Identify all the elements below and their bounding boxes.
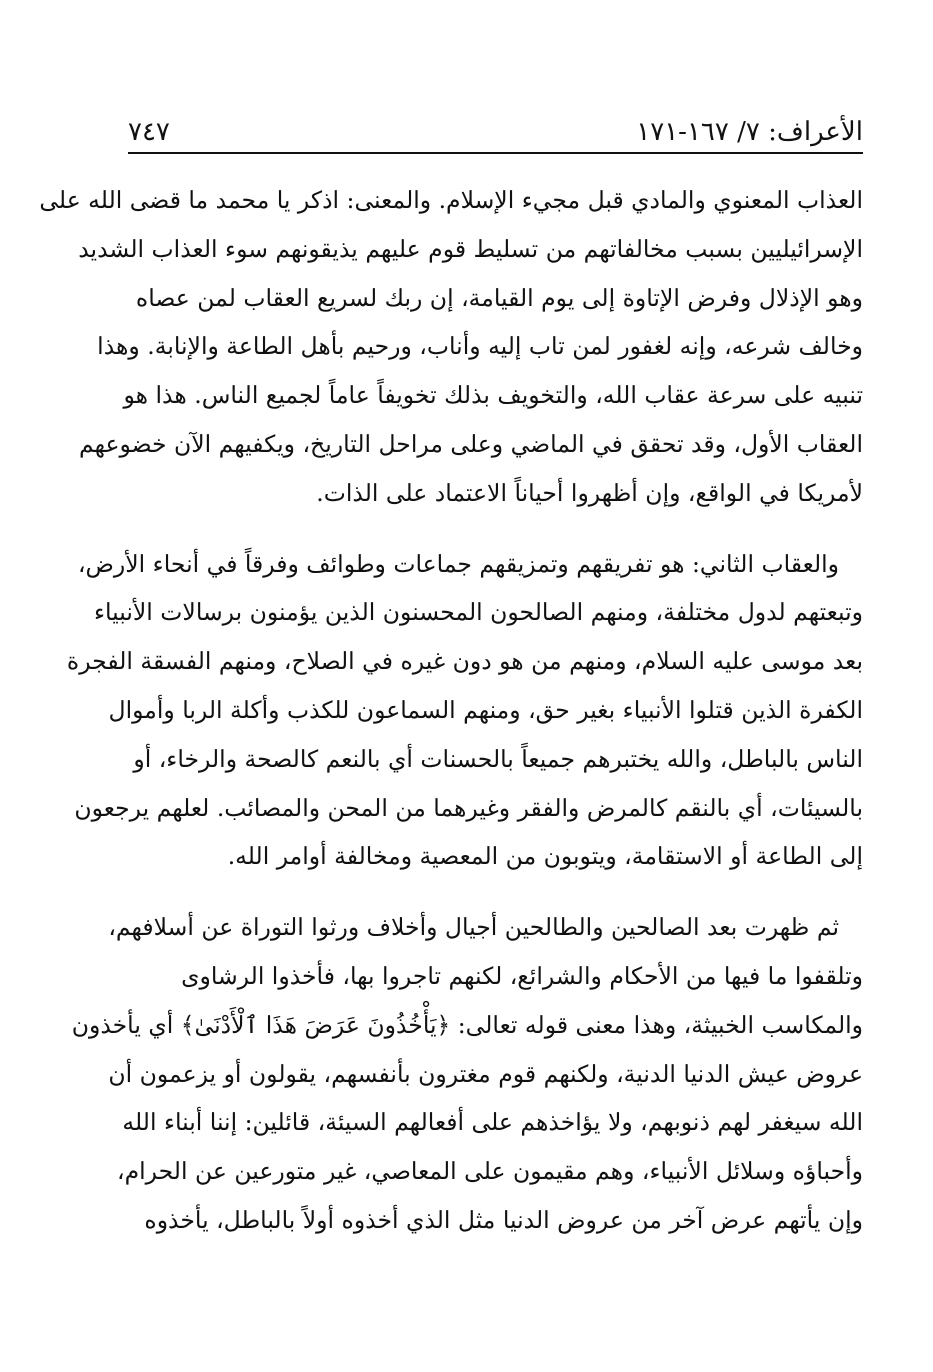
text-line: عروض عيش الدنيا الدنية، ولكنهم قوم مغترون بأنفسهم، يقولون أو يزعمون أن [108, 1059, 863, 1088]
running-title: الأعراف: ٧/ ١٦٧-١٧١ [636, 117, 863, 147]
text-line: الله سيغفر لهم ذنوبهم، ولا يؤاخذهم على أفعالهم السيئة، قائلين: إننا أبناء الله [122, 1108, 863, 1137]
text-line: العقاب الأول، وقد تحقق في الماضي وعلى مراحل التاريخ، ويكفيهم الآن خضوعهم [79, 429, 863, 458]
text-line: وخالف شرعه، وإنه لغفور لمن تاب إليه وأناب، ورحيم بأهل الطاعة والإنابة. وهذا [97, 332, 863, 361]
text-line: الكفرة الذين قتلوا الأنبياء بغير حق، ومنهم السماعون للكذب وأكلة الربا وأموال [108, 695, 863, 724]
text-line: وإن يأتهم عرض آخر من عروض الدنيا مثل الذي أخذوه أولاً بالباطل، يأخذوه [144, 1205, 863, 1234]
text-line: تنبيه على سرعة عقاب الله، والتخويف بذلك تخويفاً عاماً لجميع الناس. هذا هو [123, 381, 863, 410]
text-line: والعقاب الثاني: هو تفريقهم وتمزيقهم جماعات وطوائف وفرقاً في أنحاء الأرض، [77, 549, 839, 578]
paragraph-2 [66, 540, 863, 882]
text-line: ثم ظهرت بعد الصالحين والطالحين أجيال وأخلاف ورثوا التوراة عن أسلافهم، [108, 913, 839, 942]
body-text [39, 176, 863, 1267]
text-line: وأحباؤه وسلائل الأنبياء، وهم مقيمون على المعاصي، غير متورعين عن الحرام، [117, 1157, 863, 1186]
text-line: بالسيئات، أي بالنقم كالمرض والفقر وغيرهما من المحن والمصائب. لعلهم يرجعون [74, 793, 863, 822]
text-line: وتبعتهم لدول مختلفة، ومنهم الصالحون المحسنون الذين يؤمنون برسالات الأنبياء [93, 598, 863, 627]
text-line: الناس بالباطل، والله يختبرهم جميعاً بالحسنات أي بالنعم كالصحة والرخاء، أو [133, 744, 863, 773]
page-number: ٧٤٧ [128, 117, 170, 147]
text-line: إلى الطاعة أو الاستقامة، ويتوبون من المعصية ومخالفة أوامر الله. [227, 842, 863, 871]
paragraph-3 [71, 903, 863, 1245]
paragraph-1 [39, 176, 863, 518]
text-line: بعد موسى عليه السلام، ومنهم من هو دون غيره في الصلاح، ومنهم الفسقة الفجرة [66, 647, 863, 676]
text-line: الإسرائيليين بسبب مخالفاتهم من تسليط قوم عليهم يذيقونهم سوء العذاب الشديد [78, 234, 863, 263]
text-line: وهو الإذلال وفرض الإتاوة إلى يوم القيامة، إن ربك لسريع العقاب لمن عصاه [135, 283, 863, 312]
text-line: وتلقفوا ما فيها من الأحكام والشرائع، لكنهم تاجروا بها، فأخذوا الرشاوى [181, 961, 863, 990]
text-line: العذاب المعنوي والمادي قبل مجيء الإسلام. والمعنى: اذكر يا محمد ما قضى الله على [39, 186, 863, 214]
page-header [128, 112, 863, 152]
text-line: والمكاسب الخبيثة، وهذا معنى قوله تعالى: ﴿يَأْخُذُونَ عَرَضَ هَذَا ٱلْأَدْنَىٰ﴾ أي يأخذون [71, 1010, 863, 1039]
text-line: لأمريكا في الواقع، وإن أظهروا أحياناً الاعتماد على الذات. [316, 478, 863, 507]
header-divider [128, 152, 863, 154]
